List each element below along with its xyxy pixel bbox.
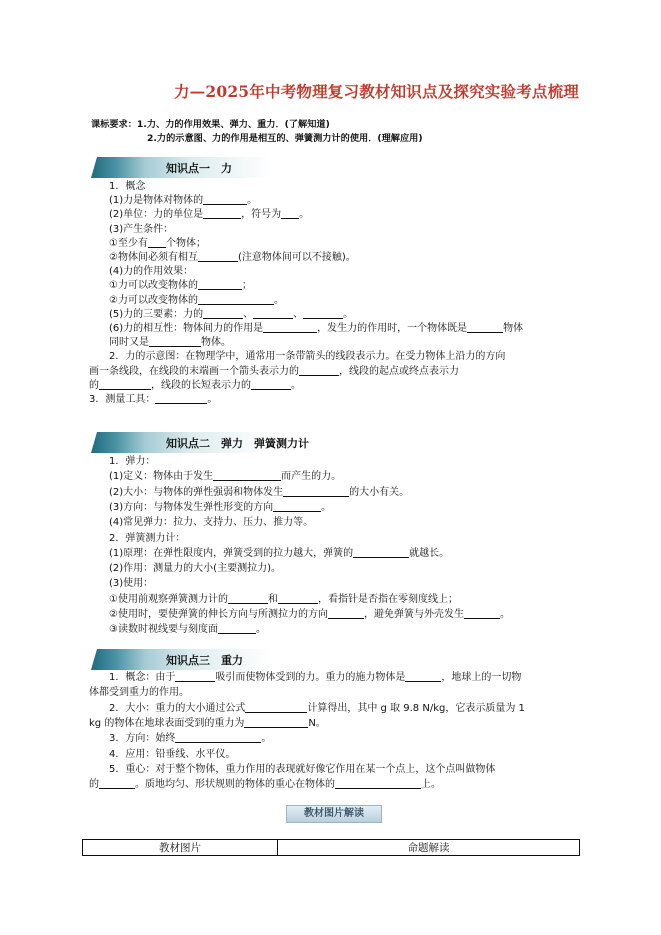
line-text: 2．力的示意图：在物理学中，通常用一条带箭头的线段表示力。在受力物体上沿力的方向 <box>109 351 506 363</box>
line-text: ，地球上的一切物 <box>441 672 522 683</box>
line-text: 的大小有关。 <box>349 486 410 498</box>
line-text: ①使用前观察弹簧测力计的 <box>109 593 228 605</box>
fill-in-blank <box>353 547 409 558</box>
line-text: 上。 <box>421 779 441 791</box>
table-header-cell: 命题解读 <box>278 840 580 856</box>
line-text: 同时又是 <box>109 337 149 349</box>
text-line <box>109 732 271 745</box>
line-text: ； <box>241 280 252 292</box>
text-line <box>109 562 281 575</box>
line-text: 的 <box>89 379 99 391</box>
line-text: ①力可以改变物体的 <box>109 280 198 292</box>
line-text: N。 <box>308 717 326 729</box>
text-line <box>89 393 217 406</box>
line-text: 。 <box>207 394 218 405</box>
fill-in-blank <box>299 365 339 376</box>
fill-in-blank <box>273 501 321 512</box>
line-text: 。质地均匀、形状规则的物体的重心在物体的 <box>135 779 335 791</box>
curriculum-requirement-line-1: 课标要求：1.力、力的作用效果、弹力、重力．(了解知道) <box>91 119 330 130</box>
text-line <box>89 379 301 392</box>
fill-in-blank <box>335 778 421 789</box>
fill-in-blank <box>328 608 364 619</box>
text-line <box>109 470 341 483</box>
fill-in-blank <box>175 732 261 743</box>
line-text: ②使用时，要使弹簧的伸长方向与所测拉力的方向 <box>109 609 328 620</box>
fill-in-blank <box>283 486 349 497</box>
line-text: 。 <box>255 624 266 636</box>
section-banner <box>91 649 271 670</box>
text-line <box>109 516 313 529</box>
text-line <box>109 547 449 560</box>
text-line <box>109 322 523 335</box>
line-text: ，线段的起点或终点表示力 <box>339 365 459 377</box>
line-text: (6)力的相互性：物体间力的作用是 <box>109 323 264 334</box>
fill-in-blank <box>467 322 503 333</box>
fill-in-blank <box>464 608 500 619</box>
line-text: 。 <box>247 195 258 207</box>
line-text: 就越长。 <box>409 547 450 559</box>
fill-in-blank <box>213 470 281 481</box>
fill-in-blank <box>198 279 242 290</box>
fill-in-blank <box>244 717 308 728</box>
fill-in-blank <box>198 294 274 305</box>
text-line <box>89 686 189 699</box>
line-text: 、 <box>293 308 304 320</box>
text-line <box>109 308 353 321</box>
line-text: 4．应用：铅垂线、水平仪。 <box>109 748 236 760</box>
text-line <box>109 532 185 545</box>
line-text: 1．概念 <box>109 181 146 192</box>
line-text: 。 <box>343 308 354 320</box>
fill-in-blank <box>263 322 317 333</box>
section-heading: 知识点一 力 <box>166 162 232 175</box>
line-text: ，避免弹簧与外壳发生 <box>363 609 464 620</box>
fill-in-blank <box>303 308 343 319</box>
text-line <box>109 350 505 363</box>
line-text: (注意物体间可以不接触)。 <box>237 252 356 263</box>
fill-in-blank <box>203 194 247 205</box>
line-text: (1)力是物体对物体的 <box>109 195 204 207</box>
fill-in-blank <box>155 393 207 404</box>
text-line <box>109 237 206 250</box>
line-text: 3．测量工具： <box>89 394 156 405</box>
section-banner <box>91 432 309 453</box>
text-line <box>109 623 266 636</box>
text-line <box>109 608 510 621</box>
fill-in-blank <box>203 208 241 219</box>
line-text: 物体。 <box>201 337 231 349</box>
line-text: ②力可以改变物体的 <box>109 294 198 306</box>
table-header-row <box>83 840 580 856</box>
line-text: ③读数时视线要与刻度面 <box>109 624 218 636</box>
line-text: kg 的物体在地球表面受到的重力为 <box>89 717 245 729</box>
fill-in-blank <box>253 308 293 319</box>
line-text: 个物体； <box>165 237 206 249</box>
text-line <box>89 778 441 791</box>
fill-in-blank <box>99 778 135 789</box>
fill-in-blank <box>281 208 299 219</box>
section-heading: 知识点三 重力 <box>166 654 243 667</box>
text-line <box>109 593 458 606</box>
image-section-label-box <box>286 805 382 823</box>
text-line <box>109 455 155 468</box>
fill-in-blank <box>175 671 215 682</box>
line-text: 。 <box>291 379 301 391</box>
text-line <box>109 208 309 221</box>
line-text: 计算得出，其中 g 取 9.8 N/kg，它表示质量为 1 <box>307 702 525 714</box>
text-line <box>109 577 153 590</box>
line-text: (2)单位：力的单位是 <box>109 209 204 221</box>
line-text: 。 <box>321 501 332 513</box>
text-line <box>109 180 145 193</box>
line-text: (5)力的三要素：力的 <box>109 308 204 320</box>
text-line <box>109 702 525 715</box>
fill-in-blank <box>198 251 238 262</box>
line-text: (4)力的作用效果： <box>109 266 194 278</box>
fill-in-blank <box>278 593 318 604</box>
fill-in-blank <box>148 237 166 248</box>
text-line <box>109 194 257 207</box>
line-text: 和 <box>267 593 278 605</box>
text-line <box>109 336 231 349</box>
line-text: (3)产生条件： <box>109 223 174 235</box>
text-line <box>109 763 495 776</box>
line-text: (4)常见弹力：拉力、支持力、压力、推力等。 <box>109 517 314 529</box>
line-text: 3．方向：始终 <box>109 733 176 745</box>
text-line <box>109 671 521 684</box>
line-text: 1．概念：由于 <box>109 672 176 683</box>
section-heading: 知识点二 弹力 弹簧测力计 <box>166 437 309 450</box>
text-line <box>109 265 193 278</box>
table-header-cell: 教材图片 <box>83 840 278 856</box>
text-line <box>89 365 459 378</box>
line-text: ，线段的长短表示力的 <box>151 379 251 391</box>
line-text: 的 <box>89 779 99 791</box>
line-text: 。 <box>261 733 272 745</box>
line-text: 体都受到重力的作用。 <box>89 687 189 699</box>
line-text: (2)大小：与物体的弹性强弱和物体发生 <box>109 486 284 498</box>
text-line <box>109 486 409 499</box>
line-text: 物体 <box>503 323 524 334</box>
line-text: (2)作用：测量力的大小(主要测拉力)。 <box>109 563 281 575</box>
fill-in-blank <box>149 336 201 347</box>
line-text: 5．重心：对于整个物体，重力作用的表现就好像它作用在某一个点上，这个点叫做物体 <box>109 763 496 775</box>
text-line <box>109 501 331 514</box>
line-text: (3)使用： <box>109 578 154 590</box>
fill-in-blank <box>99 379 151 390</box>
curriculum-requirement-line-2: 2.力的示意图、力的作用是相互的、弹簧测力计的使用．(理解应用) <box>147 133 423 144</box>
section-banner <box>91 157 271 178</box>
page-title: 力—2025年中考物理复习教材知识点及探究实验考点梳理 <box>173 82 579 101</box>
line-text: (1)原理：在弹性限度内，弹簧受到的拉力越大，弹簧的 <box>109 547 354 559</box>
fill-in-blank <box>245 702 307 713</box>
text-line <box>109 748 235 761</box>
line-text: 2．大小：重力的大小通过公式 <box>109 702 246 714</box>
line-text: ②物体间必须有相互 <box>109 252 198 263</box>
line-text: 2．弹簧测力计： <box>109 532 186 544</box>
fill-in-blank <box>251 379 291 390</box>
line-text: ，看指针是否指在零刻度线上； <box>317 593 458 605</box>
textbook-image-table <box>82 839 580 856</box>
line-text: ，符号为 <box>241 209 282 221</box>
line-text: 。 <box>299 209 310 221</box>
line-text: 。 <box>499 609 510 620</box>
line-text: 、 <box>243 308 254 320</box>
line-text: (1)定义：物体由于发生 <box>109 471 214 483</box>
fill-in-blank <box>203 308 243 319</box>
fill-in-blank <box>218 623 256 634</box>
text-line <box>109 251 356 264</box>
text-line <box>109 294 284 307</box>
fill-in-blank <box>405 671 441 682</box>
line-text: 。 <box>273 294 284 306</box>
image-section-label: 教材图片解读 <box>286 805 382 823</box>
line-text: (3)方向：与物体发生弹性形变的方向 <box>109 501 274 513</box>
line-text: 画一条线段，在线段的末端画一个箭头表示力的 <box>89 365 299 377</box>
line-text: ，发生力的作用时，一个物体既是 <box>317 323 468 334</box>
line-text: ①至少有 <box>109 237 148 249</box>
text-line <box>109 279 252 292</box>
line-text: 1．弹力： <box>109 456 156 467</box>
text-line <box>89 717 326 730</box>
line-text: 而产生的力。 <box>281 471 342 483</box>
text-line <box>109 223 173 236</box>
fill-in-blank <box>228 593 268 604</box>
line-text: 吸引而使物体受到的力。重力的施力物体是 <box>215 672 406 683</box>
